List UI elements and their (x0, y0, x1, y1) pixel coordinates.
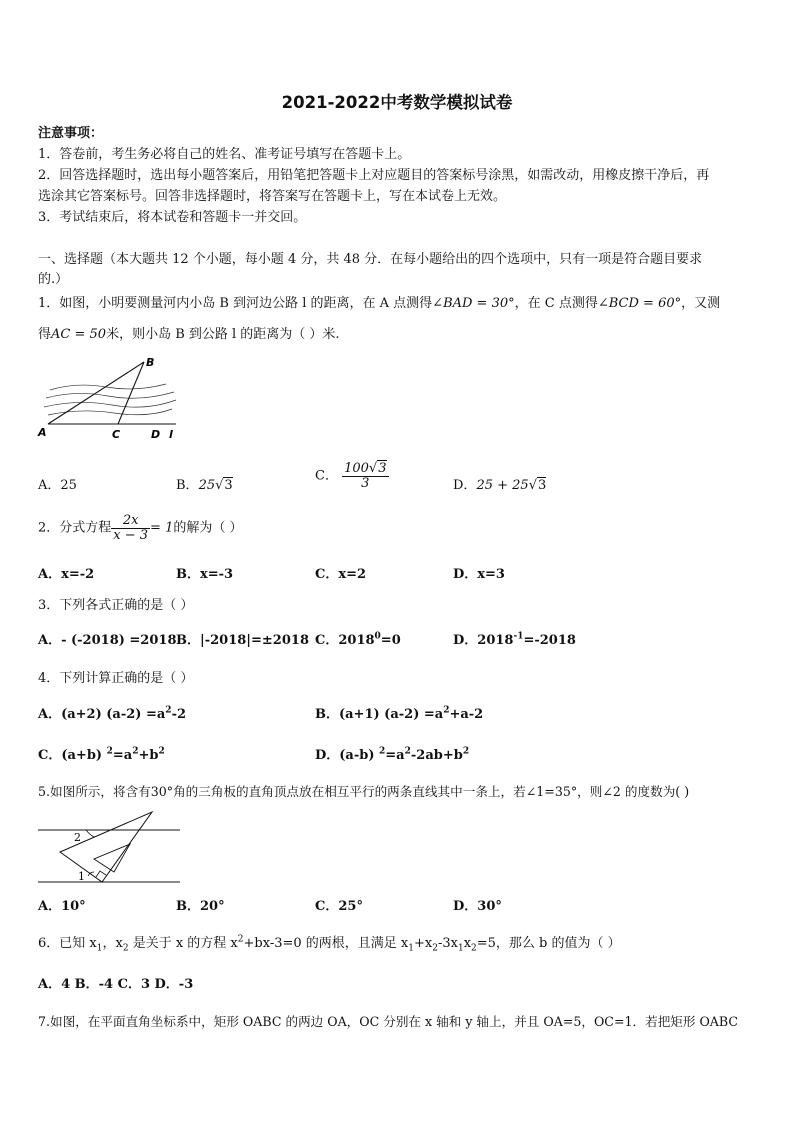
question-2-stem (38, 514, 242, 542)
q3-option-d-base: D．2018 (453, 633, 514, 648)
notice-item-2: 2．回答选择题时，选出每小题答案后，用铅笔把答题卡上对应题目的答案标号涂黑，如需改动，用橡皮擦干净后，再 (38, 168, 710, 183)
q3-option-a: A．- (-2018) =2018 (38, 633, 177, 648)
notice-item-1: 1．答卷前，考生务必将自己的姓名、准考证号填写在答题卡上。 (38, 147, 411, 162)
question-5-stem: 5.如图所示，将含有30°角的三角板的直角顶点放在相互平行的两条直线其中一条上，若∠1=35°，则∠2 的度数为( ) (38, 784, 690, 799)
q4-option-c-exp3: 2 (158, 746, 165, 757)
q4-option-c-left: C．(a+b) (38, 748, 107, 763)
q4-option-c-right: +b (138, 748, 159, 763)
q1-text-3: ，又测 (681, 296, 721, 311)
q6-options: A．4 B．-4 C．3 D．-3 (38, 977, 194, 992)
q1-option-b-prefix: B． (176, 478, 199, 493)
q6-sub-2c: 2 (471, 943, 477, 954)
q2-equals: = 1 (150, 520, 174, 536)
q1-option-b: B．25√3 (176, 478, 233, 493)
q6-text-4: +bx-3=0 的两根，且满足 x (243, 936, 409, 951)
q6-text-8: =5，那么 b 的值为（ ） (476, 936, 621, 951)
q1-text-1: 1．如图，小明要测量河内小岛 B 到河边公路 l 的距离，在 A 点测得 (38, 296, 433, 311)
q3-option-d-tail: =-2018 (523, 633, 576, 648)
q1-option-d-radicand: 3 (537, 478, 547, 493)
q5-option-b: B．20° (176, 899, 225, 914)
q3-option-b: B．|-2018|=±2018 (176, 633, 309, 648)
q4-option-d-exp1: 2 (379, 746, 386, 757)
q4-option-a-left: A．(a+2) (a-2) =a (38, 707, 166, 722)
q6-text-2: ，x (102, 936, 123, 951)
q6-text-6: -3x (437, 936, 458, 951)
page-title: 2021-2022中考数学模拟试卷 (281, 93, 513, 112)
q5-option-d: D．30° (453, 899, 502, 914)
q4-option-d-right: -2ab+b (410, 748, 463, 763)
q5-option-c: C．25° (315, 899, 363, 914)
q4-option-c-mid: =a (112, 748, 133, 763)
q2-option-a: A．x=-2 (38, 567, 95, 582)
q1-text-2: ，在 C 点测得 (514, 296, 598, 311)
label-l: l (169, 428, 173, 441)
q6-sub-2b: 2 (432, 943, 438, 954)
q1-option-d-prefix: D． (453, 478, 477, 493)
section-heading: 一、选择题（本大题共 12 个小题，每小题 4 分，共 48 分．在每小题给出的四个选项中，只有一项是符合题目要求 (38, 252, 703, 267)
question-4-stem: 4．下列计算正确的是（ ） (38, 671, 194, 686)
q4-option-d-exp3: 2 (462, 746, 470, 757)
question-1-stem-cont (38, 323, 340, 342)
q1-option-d: D．25 + 25√3 (453, 478, 547, 493)
q4-option-c-exp2: 2 (132, 746, 139, 757)
q1-angle-bcd: ∠BCD = 60° (597, 296, 682, 311)
notice-heading: 注意事项： (38, 126, 104, 141)
q1-option-c (315, 462, 389, 490)
q1-option-b-coef: 25 (198, 478, 216, 493)
q4-option-b (315, 703, 483, 722)
section-heading-cont: 的.） (38, 272, 69, 287)
question-3-stem: 3．下列各式正确的是（ ） (38, 598, 194, 613)
q2-option-c: C．x=2 (315, 567, 367, 582)
q4-option-c (38, 744, 165, 763)
q3-option-c-exp: 0 (374, 631, 381, 642)
q1-ac-length: AC = 50 (51, 327, 107, 342)
q6-text-7: x (463, 936, 472, 951)
q6-text-1: 6．已知 x (38, 936, 97, 951)
q2-fraction (111, 514, 150, 542)
q4-option-b-exp: 2 (443, 705, 450, 716)
q6-sub-1c: 1 (457, 943, 464, 954)
q4-option-a-right: -2 (171, 707, 187, 722)
notice-item-3: 3．考试结束后，将本试卷和答题卡一并交回。 (38, 210, 307, 225)
q3-option-c-tail: =0 (380, 633, 401, 648)
q1-option-b-radicand: 3 (224, 478, 233, 493)
question-1-stem (38, 292, 720, 311)
q4-option-d-exp2: 2 (404, 746, 411, 757)
q6-sub-2a: 2 (122, 943, 129, 954)
triangle-ruler-figure (36, 806, 182, 888)
q1-option-c-fraction (342, 462, 388, 490)
q4-option-c-exp1: 2 (106, 746, 113, 757)
q1-option-a: A．25 (38, 478, 77, 493)
river-island-figure (36, 354, 181, 442)
label-a: A (38, 426, 47, 439)
label-angle-2: 2 (74, 831, 81, 844)
q1-text-5: 米，则小岛 B 到公路 l 的距离为（ ）米. (106, 327, 340, 342)
label-d: D (151, 428, 161, 441)
q4-option-d-mid: =a (385, 748, 405, 763)
q4-option-b-right: +a-2 (449, 707, 484, 722)
q6-sup-2: 2 (237, 934, 244, 945)
q2-option-b: B．x=-3 (176, 567, 234, 582)
q6-sub-1a: 1 (96, 943, 103, 954)
q2-option-d: D．x=3 (453, 567, 505, 582)
q1-option-c-numerator: 100√3 (344, 461, 387, 476)
label-c: C (112, 428, 121, 441)
q2-numerator: 2x (111, 514, 150, 529)
q1-option-c-num-radicand: 3 (378, 461, 387, 476)
q1-text-4: 得 (38, 327, 52, 342)
q4-option-a (38, 703, 186, 722)
q4-option-b-left: B．(a+1) (a-2) =a (315, 707, 444, 722)
q5-option-a: A．10° (38, 899, 86, 914)
q1-option-c-denominator: 3 (361, 475, 370, 491)
q6-text-3: 是关于 x 的方程 x (128, 936, 238, 951)
q3-option-c-base: C．2018 (315, 633, 375, 648)
label-b: B (146, 356, 155, 369)
question-6-stem (38, 932, 621, 954)
label-angle-1: 1 (78, 870, 85, 883)
q4-option-d-left: D．(a-b) (315, 748, 380, 763)
q6-text-5: +x (413, 936, 433, 951)
q2-prefix: 2．分式方程 (38, 520, 112, 536)
q1-option-c-prefix: C． (315, 468, 338, 484)
q6-sub-1b: 1 (408, 943, 414, 954)
q1-option-d-expr: 25 + 25 (476, 478, 529, 493)
question-7-stem: 7.如图，在平面直角坐标系中，矩形 OABC 的两边 OA，OC 分别在 x 轴和 y 轴上，并且 OA=5，OC=1．若把矩形 OABC (38, 1014, 739, 1029)
notice-item-2-cont: 选涂其它答案标号。回答非选择题时，将答案写在答题卡上，写在本试卷上无效。 (38, 189, 507, 204)
q3-option-c (315, 629, 401, 648)
q2-denominator: x − 3 (113, 527, 149, 543)
q4-option-d (315, 744, 469, 763)
q1-angle-bad: ∠BAD = 30° (432, 296, 515, 311)
q4-option-a-exp: 2 (165, 705, 172, 716)
q3-option-d-exp: -1 (513, 631, 524, 642)
q3-option-d (453, 629, 576, 648)
q1-option-c-num-coef: 100 (344, 461, 369, 476)
q2-suffix: 的解为（ ） (173, 520, 243, 536)
